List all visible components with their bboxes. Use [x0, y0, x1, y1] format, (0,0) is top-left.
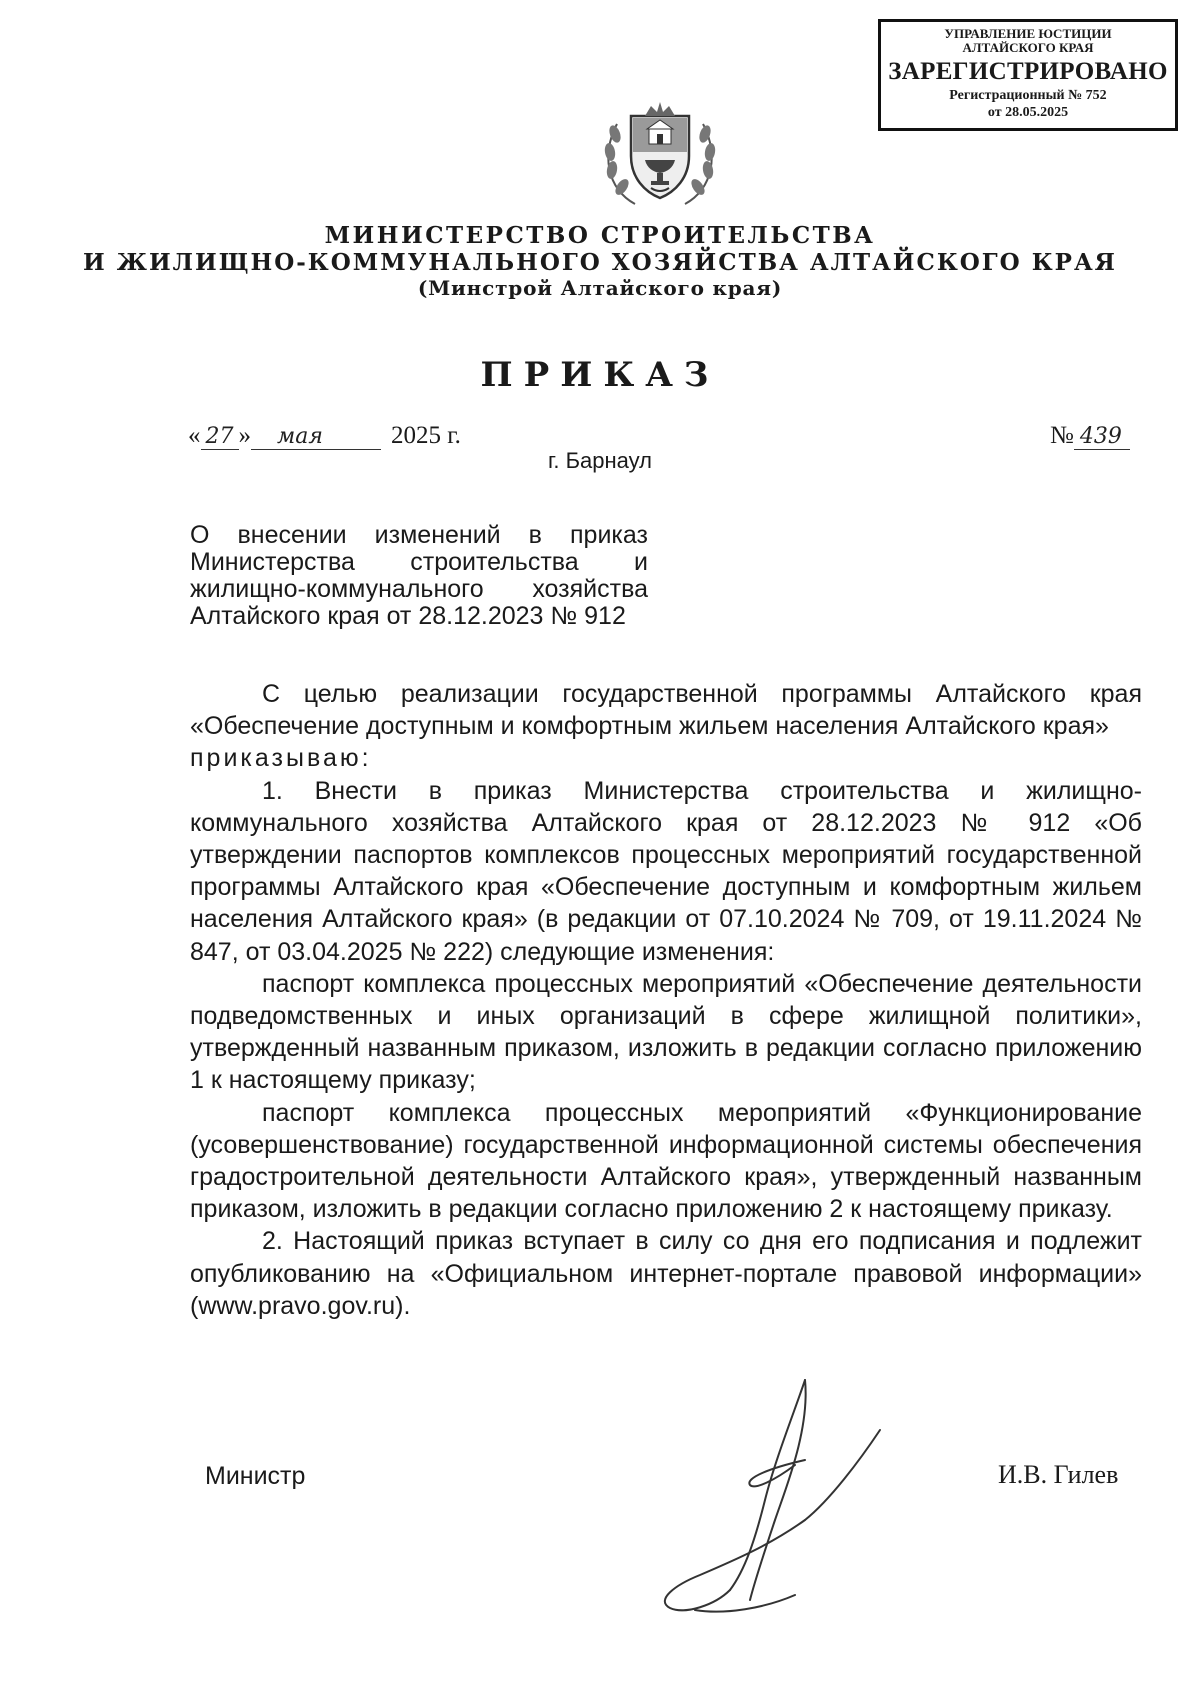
date-close-quote: » [238, 422, 251, 449]
item-1a-paragraph: паспорт комплекса процессных мероприятий «Обеспечение деятельности подведомственных и иных организаций в сфере жилищной политики», утвержденный названным приказом, изложить в редакции согласно приложению 1 к настоящему приказу; [190, 969, 1142, 1095]
date-day: 27 [201, 425, 239, 450]
order-word: приказываю: [190, 744, 372, 773]
handwritten-signature-icon [655, 1370, 895, 1630]
date-month: мая [251, 425, 381, 450]
number-value: 439 [1074, 425, 1130, 450]
item-1b-paragraph: паспорт комплекса процессных мероприятий «Функционирование (усовершенствование) государственной информационной системы обеспечения градостроительной деятельности Алтайского края», утвержденный названным приказом, изложить в редакции согласно приложению 2 к настоящему приказу. [190, 1098, 1142, 1224]
coat-of-arms-icon [595, 94, 725, 214]
document-type-title: ПРИКАЗ [480, 355, 720, 395]
stamp-reg-number: Регистрационный № 752 [949, 88, 1107, 103]
stamp-reg-date: от 28.05.2025 [987, 105, 1069, 120]
preamble-paragraph: С целью реализации государственной программы Алтайского края «Обеспечение доступным и комфортным жильем населения Алтайского края» [190, 680, 1142, 741]
ministry-name-line-1: МИНИСТЕРСТВО СТРОИТЕЛЬСТВА [324, 222, 876, 249]
order-subject: О внесении изменений в приказ Министерства строительства и жилищно-коммунального хозяйства Алтайского края от 28.12.2023 № 912 [190, 521, 648, 630]
city: г. Барнаул [548, 448, 652, 473]
stamp-title: ЗАРЕГИСТРИРОВАНО [888, 58, 1168, 85]
item-1-paragraph: 1. Внести в приказ Министерства строительства и жилищно-коммунального хозяйства Алтайского края от 28.12.2023 № 912 «Об утверждении паспортов комплексов процессных мероприятий государственной программы Алтайского края «Обеспечение доступным и комфортным жильем населения Алтайского края» (в редакции от 07.10.2024 № 709, от 19.11.2024 № 847, от 03.04.2025 № 222) следующие изменения: [190, 776, 1142, 966]
registration-stamp [878, 19, 1178, 131]
number-label: № [1050, 422, 1074, 449]
ministry-short-name: (Минстрой Алтайского края) [417, 276, 783, 300]
order-body [190, 678, 1142, 1322]
ministry-name-line-2: И ЖИЛИЩНО-КОММУНАЛЬНОГО ХОЗЯЙСТВА АЛТАЙСКОГО КРАЯ [83, 249, 1117, 276]
stamp-authority: УПРАВЛЕНИЕ ЮСТИЦИИ АЛТАЙСКОГО КРАЯ [944, 26, 1112, 55]
item-2-paragraph: 2. Настоящий приказ вступает в силу со дня его подписания и подлежит опубликованию на «Официальном интернет-портале правовой информации» (www.pravo.gov.ru). [190, 1227, 1142, 1320]
date-year: 2025 г. [391, 422, 461, 449]
date-open-quote: « [188, 422, 201, 449]
signatory-position: Министр [205, 1462, 306, 1490]
signatory-name: И.В. Гилев [998, 1460, 1119, 1489]
